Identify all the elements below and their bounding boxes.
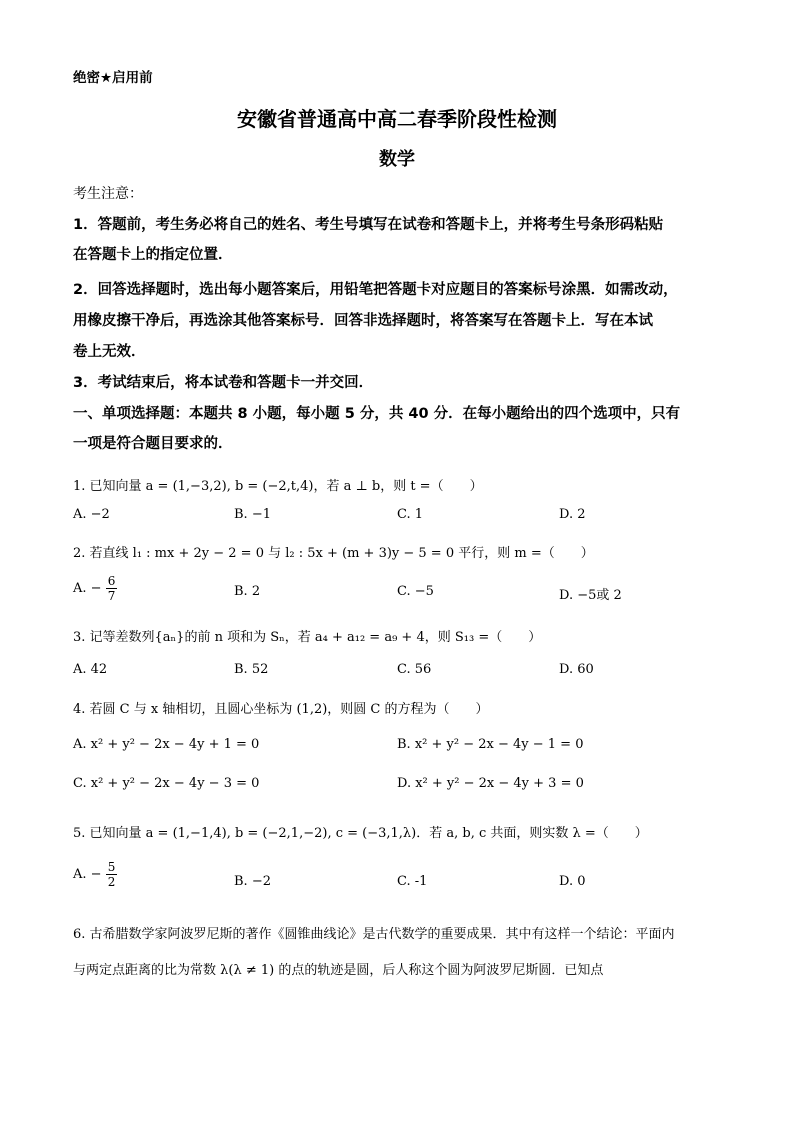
question-6-line-1: 6. 古希腊数学家阿波罗尼斯的著作《圆锥曲线论》是古代数学的重要成果．其中有这样一个结论：平面内 (73, 927, 675, 942)
fraction-denominator: 2 (107, 875, 116, 889)
q1-option-c: C. 1 (397, 507, 424, 522)
fraction-numerator: 5 (107, 860, 116, 874)
secret-mark: 绝密★启用前 (73, 70, 153, 86)
q5-option-d: D. 0 (559, 874, 586, 889)
q4-option-c: C. x² + y² − 2x − 4y − 3 = 0 (73, 776, 260, 791)
q5-option-c: C. -1 (397, 874, 428, 889)
q2-option-d: D. −5或 2 (559, 588, 622, 603)
notice-line: 卷上无效． (73, 344, 146, 360)
q4-option-d: D. x² + y² − 2x − 4y + 3 = 0 (397, 776, 584, 791)
q3-option-a: A. 42 (73, 662, 108, 677)
q2-option-a-label: A. − (73, 581, 102, 596)
section-heading: 一、单项选择题：本题共 8 小题，每小题 5 分，共 40 分．在每小题给出的四个选项中，只有 (73, 406, 681, 422)
notice-line: 2．回答选择题时，选出每小题答案后，用铅笔把答题卡对应题目的答案标号涂黑．如需改动， (73, 282, 678, 298)
q4-option-a: A. x² + y² − 2x − 4y + 1 = 0 (73, 737, 260, 752)
section-heading-cont: 一项是符合题目要求的． (73, 436, 233, 452)
question-2-stem: 2. 若直线 l₁ : mx + 2y − 2 = 0 与 l₂ : 5x + (m + 3)y − 5 = 0 平行，则 m =（ ） (73, 546, 594, 561)
fraction-denominator: 7 (107, 589, 116, 603)
q2-option-a (73, 574, 117, 603)
q1-option-d: D. 2 (559, 507, 586, 522)
notice-line: 1．答题前，考生务必将自己的姓名、考生号填写在试卷和答题卡上，并将考生号条形码粘贴 (73, 217, 664, 233)
q2-option-c: C. −5 (397, 584, 434, 599)
notice-heading: 考生注意： (73, 186, 143, 202)
question-6-line-2: 与两定点距离的比为常数 λ(λ ≠ 1) 的点的轨迹是圆，后人称这个圆为阿波罗尼斯圆．已知点 (73, 963, 604, 978)
q1-option-b: B. −1 (234, 507, 271, 522)
q5-option-a-label: A. − (73, 867, 102, 882)
q1-option-a: A. −2 (73, 507, 110, 522)
q3-option-b: B. 52 (234, 662, 269, 677)
q3-option-c: C. 56 (397, 662, 432, 677)
q3-option-d: D. 60 (559, 662, 594, 677)
q5-option-b: B. −2 (234, 874, 271, 889)
question-1-stem: 1. 已知向量 a = (1,−3,2), b = (−2,t,4)，若 a ⊥ b，则 t =（ ） (73, 479, 483, 494)
q5-option-a (73, 860, 117, 889)
q2-option-a-fraction (106, 574, 118, 603)
notice-line: 在答题卡上的指定位置． (73, 247, 233, 263)
q4-option-b: B. x² + y² − 2x − 4y − 1 = 0 (397, 737, 584, 752)
subject-title: 数学 (379, 149, 415, 170)
question-4-stem: 4. 若圆 C 与 x 轴相切，且圆心坐标为 (1,2)，则圆 C 的方程为（ ） (73, 702, 489, 717)
q2-option-b: B. 2 (234, 584, 261, 599)
exam-title: 安徽省普通高中高二春季阶段性检测 (237, 107, 557, 131)
q5-option-a-fraction (106, 860, 118, 889)
question-5-stem: 5. 已知向量 a = (1,−1,4), b = (−2,1,−2), c = (−3,1,λ)．若 a, b, c 共面，则实数 λ =（ ） (73, 826, 648, 841)
notice-line: 3．考试结束后，将本试卷和答题卡一并交回． (73, 375, 374, 391)
fraction-numerator: 6 (107, 574, 116, 588)
question-3-stem: 3. 记等差数列{aₙ}的前 n 项和为 Sₙ，若 a₄ + a₁₂ = a₉ + 4，则 S₁₃ =（ ） (73, 630, 542, 645)
notice-line: 用橡皮擦干净后，再选涂其他答案标号．回答非选择题时，将答案写在答题卡上．写在本试 (73, 313, 653, 329)
